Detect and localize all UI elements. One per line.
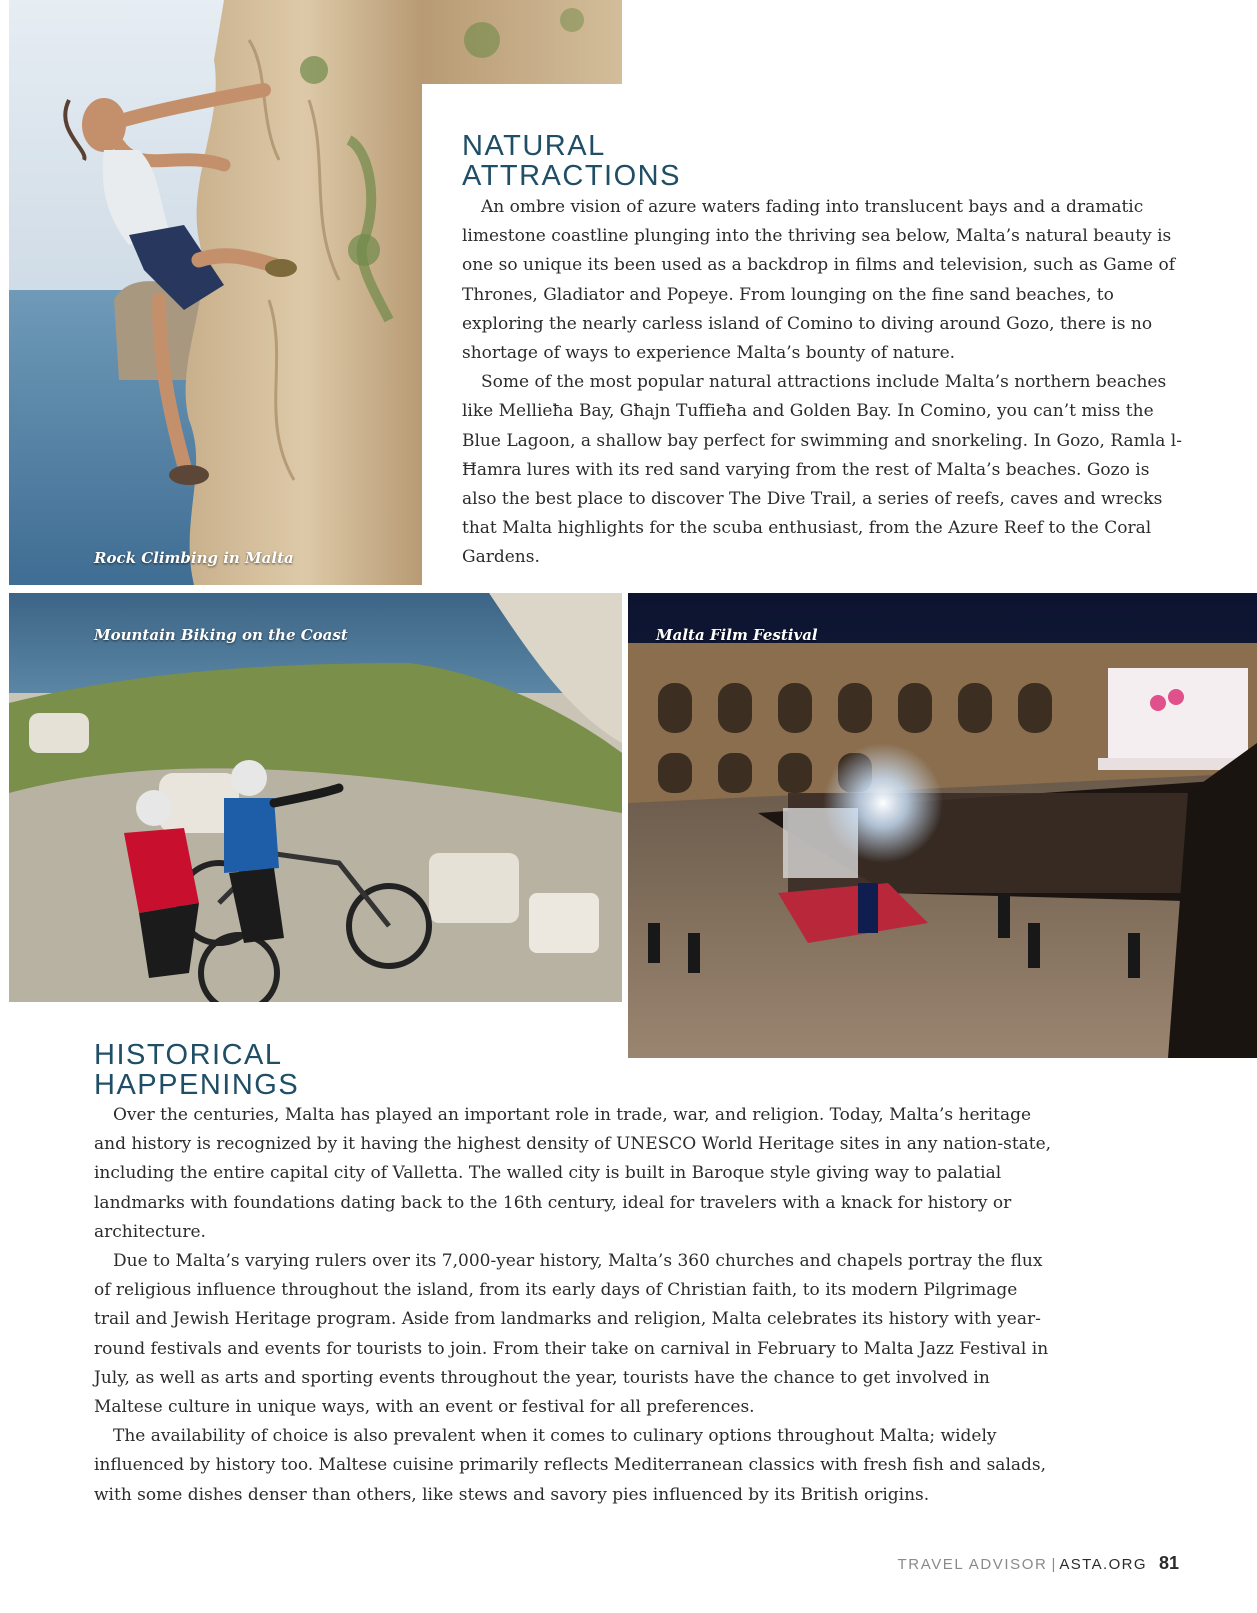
footer-website-link[interactable]: ASTA.ORG	[1059, 1556, 1147, 1573]
page-footer	[898, 1553, 1179, 1574]
page-number: 81	[1158, 1553, 1179, 1573]
publication-name: TRAVEL ADVISOR	[897, 1556, 1048, 1573]
rock-climbing-photo	[9, 0, 422, 585]
photo-caption-mountain-biking: Mountain Biking on the Coast	[94, 626, 348, 644]
rock-climbing-photo-top-strip	[422, 0, 622, 84]
photo-caption-film-festival: Malta Film Festival	[656, 626, 818, 644]
paragraph: Due to Malta’s varying rulers over its 7,000-year history, Malta’s 360 churches and chapels portray the flux of religious influence throughout the island, from its early days of Christian faith, to its modern Pilgrimage trail and Jewish Heritage program. Aside from landmarks and religion, Malta celebrates its history with year-round festivals and events for tourists to join. From their take on carnival in February to Malta Jazz Festival in July, as well as arts and sporting events throughout the year, tourists have the chance to get involved in Maltese culture in unique ways, with an event or festival for all preferences.	[94, 1251, 1049, 1418]
historical-happenings-heading: HISTORICAL HAPPENINGS	[94, 1039, 300, 1101]
mountain-biking-photo	[9, 593, 622, 1002]
paragraph: Some of the most popular natural attractions include Malta’s northern beaches like Mellieħa Bay, Għajn Tuffieħa and Golden Bay. In Comino, you can’t miss the Blue Lagoon, a shallow bay perfect for swimming and snorkeling. In Gozo, Ramla l-Ħamra lures with its red sand varying from the rest of Malta’s beaches. Gozo is also the best place to discover The Dive Trail, a series of reefs, caves and wrecks that Malta highlights for the scuba enthusiast, from the Azure Reef to the Coral Gardens.	[462, 372, 1182, 568]
paragraph: The availability of choice is also prevalent when it comes to culinary options throughout Malta; widely influenced by history too. Maltese cuisine primarily reflects Mediterranean classics with fresh fish and salads, with some dishes denser than others, like stews and savory pies influenced by its British origins.	[94, 1426, 1047, 1505]
paragraph: An ombre vision of azure waters fading into translucent bays and a dramatic limestone coastline plunging into the thriving sea below, Malta’s natural beauty is one so unique its been used as a backdrop in films and television, such as Game of Thrones, Gladiator and Popeye. From lounging on the fine sand beaches, to exploring the nearly carless island of Comino to diving around Gozo, there is no shortage of ways to experience Malta’s bounty of nature.	[462, 197, 1175, 364]
footer-separator: |	[1051, 1556, 1056, 1573]
film-festival-photo	[628, 593, 1257, 1058]
historical-happenings-text	[94, 1101, 1054, 1510]
natural-attractions-text	[462, 193, 1184, 573]
paragraph: Over the centuries, Malta has played an important role in trade, war, and religion. Today, Malta’s heritage and history is recognized by it having the highest density of UNESCO World Heritage sites in any nation-state, including the entire capital city of Valletta. The walled city is built in Baroque style giving way to palatial landmarks with foundations dating back to the 16th century, ideal for travelers with a knack for history or architecture.	[94, 1105, 1052, 1242]
photo-caption-rock-climbing: Rock Climbing in Malta	[94, 549, 294, 567]
natural-attractions-heading: NATURAL ATTRACTIONS	[462, 130, 681, 192]
